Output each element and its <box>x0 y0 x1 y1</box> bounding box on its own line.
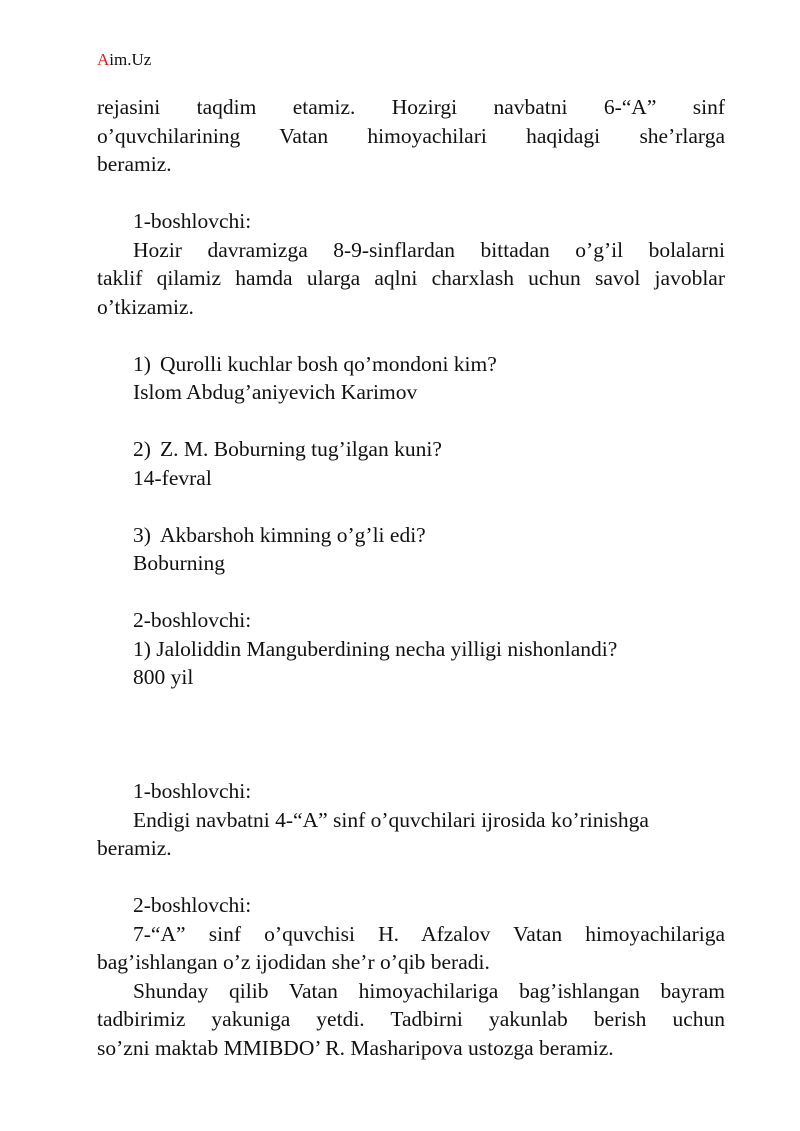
paragraph-line: tadbirimiz yakuniga yetdi. Tadbirni yakunlab berish uchun <box>97 1007 725 1031</box>
paragraph-line: taklif qilamiz hamda ularga aqlni charxlash uchun savol javoblar <box>97 266 725 290</box>
question <box>97 350 725 379</box>
answer: Boburning <box>133 551 225 575</box>
speaker-label: 2-boshlovchi: <box>133 608 252 632</box>
paragraph-line: 7-“A” sinf o’quvchisi H. Afzalov Vatan himoyachilariga <box>133 921 725 946</box>
paragraph-line: Endigi navbatni 4-“A” sinf o’quvchilari ijrosida ko’rinishga <box>133 807 649 832</box>
question-number: 1) <box>133 351 151 376</box>
question-text: Qurolli kuchlar bosh qo’mondoni kim? <box>160 351 497 376</box>
document-body <box>97 93 725 1062</box>
question-number: 3) <box>133 522 151 547</box>
intro-line: o’quvchilarining Vatan himoyachilari haqidagi she’rlarga <box>97 123 725 148</box>
speaker-label: 2-boshlovchi: <box>133 893 252 917</box>
answer: 14-fevral <box>133 465 212 490</box>
intro-line: beramiz. <box>97 152 172 176</box>
paragraph-line: bag’ishlangan o’z ijodidan she’r o’qib beradi. <box>97 950 490 974</box>
speaker-label: 1-boshlovchi: <box>133 779 252 803</box>
paragraph-line: beramiz. <box>97 836 172 860</box>
answer: 800 yil <box>133 665 194 689</box>
paragraph-line: Shunday qilib Vatan himoyachilariga bag’ishlangan bayram <box>133 978 725 1003</box>
answer: Islom Abdug’aniyevich Karimov <box>133 380 418 404</box>
brand-logo-rest: im.Uz <box>109 50 152 69</box>
question: 1) Jaloliddin Manguberdining necha yilligi nishonlandi? <box>133 636 618 661</box>
brand-logo-first-letter: A <box>97 50 110 69</box>
speaker-label: 1-boshlovchi: <box>133 209 252 233</box>
question <box>97 435 725 464</box>
question-number: 2) <box>133 437 151 461</box>
site-header <box>97 49 151 71</box>
question-text: Z. M. Boburning tug’ilgan kuni? <box>160 437 442 461</box>
paragraph-line: o’tkizamiz. <box>97 294 194 319</box>
intro-line: rejasini taqdim etamiz. Hozirgi navbatni 6-“A” sinf <box>97 95 725 119</box>
paragraph-line: so’zni maktab MMIBDO’ R. Masharipova ustozga beramiz. <box>97 1035 614 1060</box>
question-text: Akbarshoh kimning o’g’li edi? <box>160 522 426 547</box>
paragraph-line: Hozir davramizga 8-9-sinflardan bittadan o’g’il bolalarni <box>133 237 725 262</box>
question <box>97 521 725 550</box>
